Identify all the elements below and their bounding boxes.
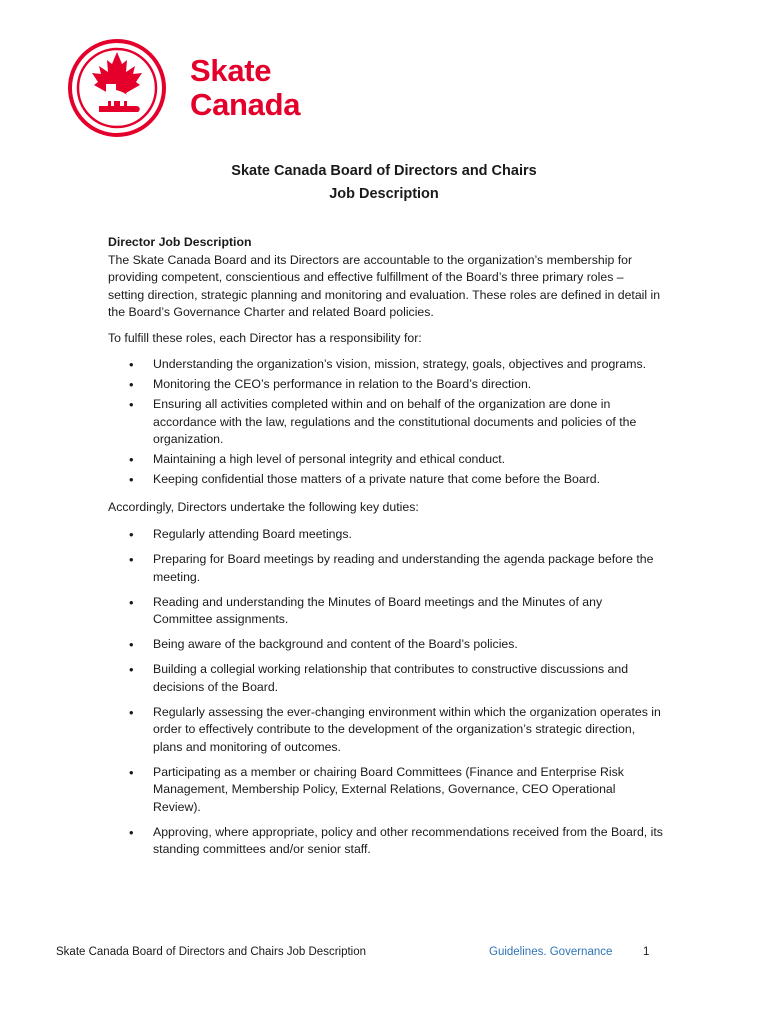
list-item: • Regularly attending Board meetings.: [108, 526, 663, 544]
document-body: [108, 234, 663, 866]
intro-paragraph: The Skate Canada Board and its Directors are accountable to the organization’s membership for providing competent, conscientious and effective fulfillment of the Board’s three primary roles – setting direction, strategic planning and monitoring and evaluation. These roles are defined in detail in the Board’s Governance Charter and related Board policies.: [108, 252, 661, 319]
title-line-1: Skate Canada Board of Directors and Chairs: [231, 163, 537, 179]
list-item: • Maintaining a high level of personal integrity and ethical conduct.: [108, 451, 663, 469]
list-item: • Preparing for Board meetings by reading and understanding the agenda package before the meeting.: [108, 551, 663, 586]
responsibilities-list: [108, 356, 663, 489]
logo-wordmark: [190, 54, 300, 122]
footer-document-title: Skate Canada Board of Directors and Chairs Job Description: [56, 946, 367, 958]
list-item: • Building a collegial working relationship that contributes to constructive discussions and decisions of the Board.: [108, 661, 663, 696]
skate-canada-logo: [66, 38, 316, 138]
list-item: • Ensuring all activities completed within and on behalf of the organization are done in accordance with the law, regulations and the constitutional documents and policies of the organization.: [108, 396, 663, 449]
list-item: • Participating as a member or chairing Board Committees (Finance and Enterprise Risk Management, Membership Policy, External Relations, Governance, CEO Operational Review).: [108, 764, 663, 817]
responsibility-intro: To fulfill these roles, each Director has a responsibility for:: [108, 330, 422, 345]
maple-leaf-skate-emblem-icon: [66, 38, 172, 138]
logo-line-canada: Canada: [190, 87, 301, 122]
duties-list: [108, 526, 663, 859]
list-item: • Understanding the organization’s vision, mission, strategy, goals, objectives and programs.: [108, 356, 663, 374]
list-item: • Monitoring the CEO’s performance in relation to the Board’s direction.: [108, 376, 663, 394]
list-item: • Reading and understanding the Minutes of Board meetings and the Minutes of any Committee assignments.: [108, 594, 663, 629]
logo-line-skate: Skate: [190, 53, 272, 88]
duties-intro: Accordingly, Directors undertake the following key duties:: [108, 499, 419, 514]
title-line-2: Job Description: [329, 186, 439, 202]
footer-category: Guidelines. Governance: [489, 946, 613, 958]
page-number: 1: [643, 946, 650, 958]
section-heading: Director Job Description: [108, 235, 252, 249]
list-item: • Being aware of the background and content of the Board’s policies.: [108, 636, 663, 654]
list-item: • Approving, where appropriate, policy and other recommendations received from the Board, its standing committees and/or senior staff.: [108, 824, 663, 859]
document-title: [0, 160, 768, 206]
list-item: • Keeping confidential those matters of a private nature that come before the Board.: [108, 471, 663, 489]
list-item: • Regularly assessing the ever-changing environment within which the organization operates in order to effectively contribute to the development of the organization’s strategic direction, plans and monitoring of outcomes.: [108, 704, 663, 757]
